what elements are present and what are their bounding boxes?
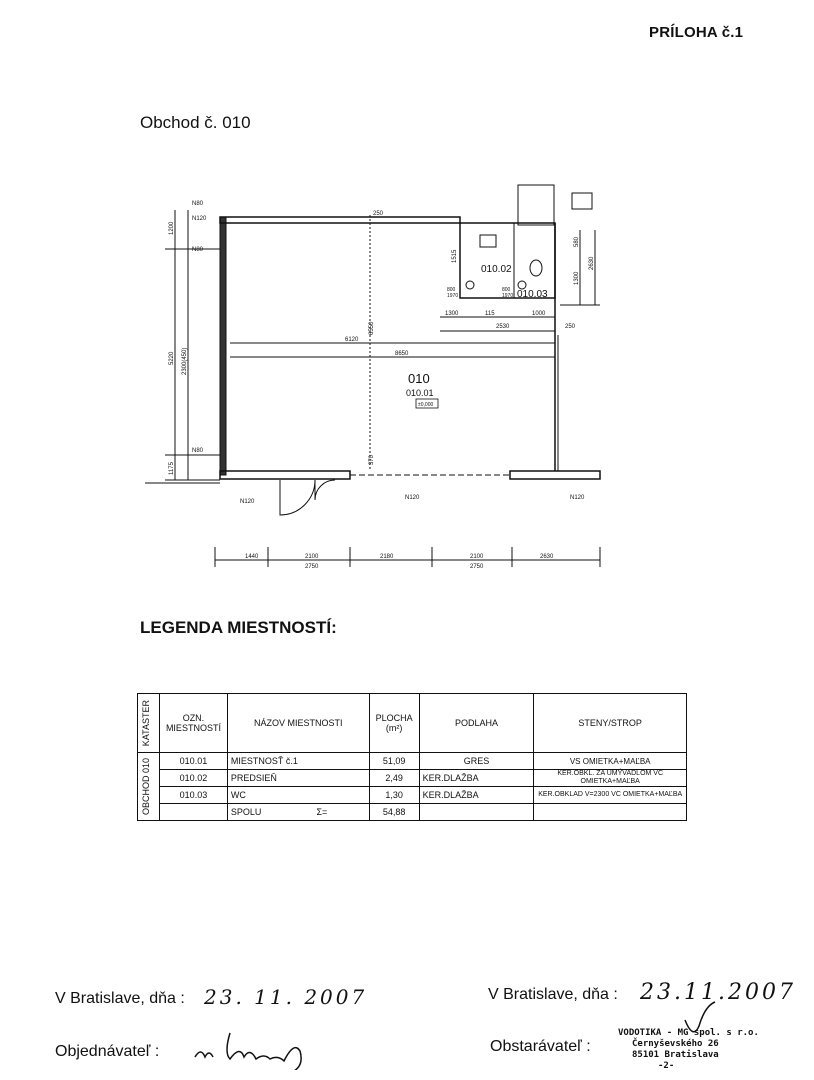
table-row	[138, 753, 687, 770]
cell-total-label: SPOLU Σ=	[227, 804, 369, 821]
col-nazov: NÁZOV MIESTNOSTI	[227, 694, 369, 753]
dim-2530: 2530	[496, 324, 510, 330]
rooms-table	[137, 693, 687, 821]
dim-5220: 5220	[169, 351, 175, 365]
cell-nazov: MIESTNOSŤ č.1	[227, 753, 369, 770]
cell-plocha: 2,49	[369, 770, 419, 787]
room-code: 010	[408, 371, 430, 386]
legend-title: LEGENDA MIESTNOSTÍ:	[140, 618, 337, 637]
col-steny: STENY/STROP	[534, 694, 687, 753]
room-sub: 010.01	[406, 388, 434, 398]
dim-b1440: 1440	[245, 554, 259, 560]
table-row	[138, 787, 687, 804]
cell-total-plocha: 54,88	[369, 804, 419, 821]
cell-podlaha: GRES	[419, 753, 534, 770]
cell-steny: KER.OBKL. ZA UMÝVADLOM VC OMIETKA+MAĽBA	[534, 770, 687, 787]
dim-n80-mid: N80	[192, 247, 204, 253]
cell-podlaha: KER.DLAŽBA	[419, 787, 534, 804]
cell-steny: VS OMIETKA+MAĽBA	[534, 753, 687, 770]
dim-door-800: 800	[447, 287, 456, 293]
dim-door-800b: 800	[502, 287, 511, 293]
dim-b2750b: 2750	[470, 564, 484, 570]
cell-ozn: 010.01	[159, 753, 227, 770]
dim-2630: 2630	[589, 256, 595, 270]
dim-6550: 6550	[369, 321, 375, 335]
dim-8650: 8650	[395, 351, 409, 357]
dim-b2100a: 2100	[305, 554, 319, 560]
col-podlaha: PODLAHA	[419, 694, 534, 753]
left-date: 23. 11. 2007	[204, 985, 368, 1009]
dim-door-1970b: 1970	[502, 293, 514, 299]
dim-n120-mid: N120	[405, 495, 420, 501]
dim-1175: 1175	[169, 462, 175, 475]
dim-1515: 1515	[452, 249, 458, 263]
dim-370: 370	[369, 454, 375, 465]
room-wc-label: 010.03	[517, 289, 548, 300]
kataster-cell: OBCHOD 010	[138, 753, 160, 821]
dim-1300-right: 1300	[574, 271, 580, 285]
dim-top-wall: 250	[373, 211, 384, 217]
table-total-row	[138, 804, 687, 821]
dim-1000: 1000	[532, 311, 546, 317]
supplier-label: Obstarávateľ :	[490, 1038, 591, 1055]
dim-b2100b: 2100	[470, 554, 484, 560]
floor-plan	[140, 175, 620, 580]
dim-1300: 1300	[445, 311, 459, 317]
dim-n80-bottom: N80	[192, 448, 204, 454]
cell-empty	[159, 804, 227, 821]
cell-plocha: 51,09	[369, 753, 419, 770]
dim-115: 115	[485, 311, 495, 317]
annex-title: PRÍLOHA č.1	[649, 24, 744, 41]
dim-1200: 1200	[169, 221, 175, 235]
cell-steny: KER.OBKLAD V=2300 VC OMIETKA+MAĽBA	[534, 787, 687, 804]
dim-250: 250	[565, 324, 576, 330]
dim-b2750a: 2750	[305, 564, 319, 570]
client-signature-icon	[190, 1025, 350, 1070]
col-plocha: PLOCHA (m²)	[369, 694, 419, 753]
dim-n120-left: N120	[240, 499, 255, 505]
col-kataster: KATASTER	[138, 694, 160, 753]
supplier-signature-icon	[680, 1000, 720, 1050]
col-ozn: OZN. MIESTNOSTÍ	[159, 694, 227, 753]
dim-6120: 6120	[345, 337, 359, 343]
dim-n120-right: N120	[570, 495, 585, 501]
cell-plocha: 1,30	[369, 787, 419, 804]
right-date: 23.11.2007	[640, 980, 796, 1005]
dim-b2180: 2180	[380, 554, 394, 560]
shop-title: Obchod č. 010	[140, 113, 251, 132]
room-level: ±0,000	[418, 402, 434, 408]
dim-n120-top: N120	[192, 216, 207, 222]
cell-ozn: 010.02	[159, 770, 227, 787]
cell-podlaha: KER.DLAŽBA	[419, 770, 534, 787]
dim-door-1970: 1970	[447, 293, 459, 299]
left-place: V Bratislave, dňa :	[55, 990, 185, 1007]
table-row	[138, 770, 687, 787]
cell-ozn: 010.03	[159, 787, 227, 804]
cell-empty	[534, 804, 687, 821]
table-header-row	[138, 694, 687, 753]
dim-2300: 2300(450)	[182, 347, 188, 375]
cell-nazov: PREDSIEŇ	[227, 770, 369, 787]
room-hall-label: 010.02	[481, 264, 512, 275]
dim-580: 580	[574, 236, 580, 247]
right-place: V Bratislave, dňa :	[488, 986, 618, 1003]
cell-nazov: WC	[227, 787, 369, 804]
dim-b2630: 2630	[540, 554, 554, 560]
client-label: Objednávateľ :	[55, 1043, 160, 1060]
dim-n80-top: N80	[192, 201, 204, 207]
cell-empty	[419, 804, 534, 821]
company-stamp: VODOTIKA - MG spol. s r.o. Černyševského 26 85101 Bratislava -2-	[618, 1028, 759, 1071]
